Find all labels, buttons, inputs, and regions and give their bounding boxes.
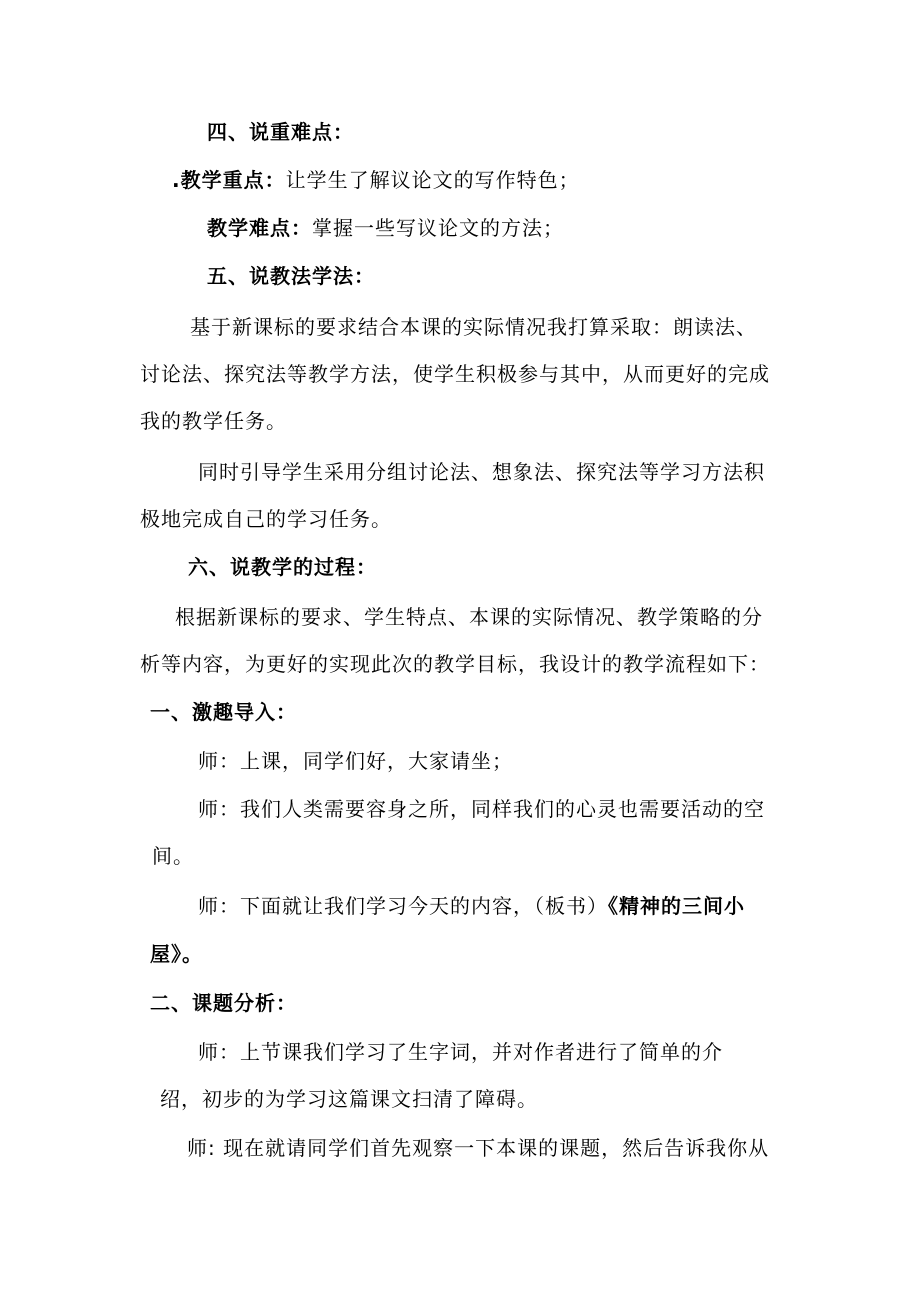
teacher-line-5: 师: 现在就请同学们首先观察一下本课的课题，然后告诉我你从: [187, 1136, 770, 1160]
key-point-text: 让学生了解议论文的写作特色；: [285, 168, 580, 192]
step-2-heading: 二、课题分析：: [150, 991, 297, 1015]
key-point-label: .教学重点：: [172, 168, 286, 192]
paragraph-learning-line-2: 极地完成自己的学习任务。: [140, 507, 392, 531]
paragraph-methods-line-1: 基于新课标的要求结合本课的实际情况我打算采取：朗读法、: [190, 315, 757, 339]
teacher-line-2a: 师：我们人类需要容身之所，同样我们的心灵也需要活动的空: [198, 797, 765, 821]
lesson-title-part-2: 屋》。: [150, 942, 203, 966]
teacher-line-4a: 师：上节课我们学习了生字词，并对作者进行了简单的介: [198, 1040, 723, 1064]
lesson-title-part-1: 《精神的三间小: [608, 894, 745, 918]
heading-teaching-methods: 五、说教法学法：: [207, 264, 375, 288]
teacher-line-1: 师：上课，同学们好，大家请坐；: [198, 749, 513, 773]
step-1-heading: 一、激趣导入：: [150, 700, 297, 724]
paragraph-learning-line-1: 同时引导学生采用分组讨论法、想象法、探究法等学习方法积: [198, 460, 765, 484]
paragraph-process-line-2: 析等内容，为更好的实现此次的教学目标，我设计的教学流程如下：: [140, 652, 770, 676]
teacher-line-3a: [198, 890, 745, 922]
teacher-line-3-text: 师：下面就让我们学习今天的内容，（板书）: [198, 894, 608, 918]
paragraph-methods-line-3: 我的教学任务。: [140, 409, 287, 433]
teacher-line-4b: 绍，初步的为学习这篇课文扫清了障碍。: [160, 1087, 538, 1111]
heading-key-difficult-points: 四、说重难点：: [207, 120, 354, 144]
difficulty-line: [207, 212, 564, 244]
difficulty-label: 教学难点：: [207, 216, 312, 240]
difficulty-text: 掌握一些写议论文的方法；: [312, 216, 564, 240]
key-point-line: [172, 164, 580, 196]
paragraph-methods-line-2: 讨论法、探究法等教学方法，使学生积极参与其中，从而更好的完成: [140, 362, 770, 386]
teacher-line-2b: 间。: [152, 844, 194, 868]
paragraph-process-line-1: 根据新课标的要求、学生特点、本课的实际情况、教学策略的分: [175, 605, 763, 629]
heading-teaching-process: 六、说教学的过程：: [188, 555, 377, 579]
